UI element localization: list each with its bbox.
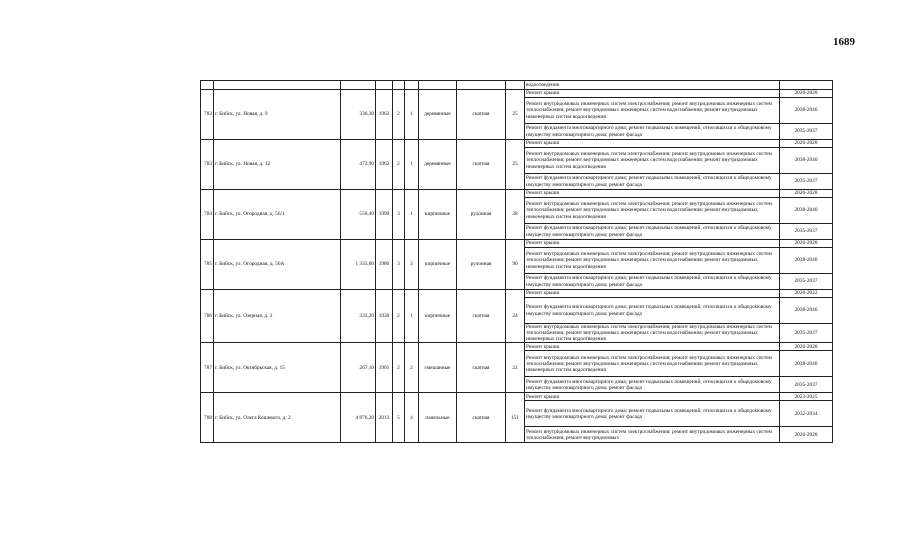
roof-type: скатная — [457, 393, 506, 443]
work-description: Ремонт крыши — [525, 190, 780, 198]
row-number: 782 — [201, 90, 214, 140]
work-term: 2026-2028 — [780, 427, 833, 443]
work-term: 2026-2028 — [780, 90, 833, 98]
work-description: Ремонт крыши — [525, 140, 780, 148]
row-number: 784 — [201, 190, 214, 240]
house-address: г. Бийск, ул. Озерная, д. 3 — [214, 290, 341, 343]
work-term: 2038-2040 — [780, 148, 833, 174]
entrance-count: 3 — [405, 240, 419, 290]
table-row — [201, 90, 833, 98]
roof-type: скатная — [457, 90, 506, 140]
resident-count: 28 — [506, 190, 525, 240]
build-year: 1990 — [376, 190, 393, 240]
house-area: 333,20 — [341, 290, 376, 343]
floor-count: 2 — [393, 90, 405, 140]
work-term — [780, 81, 833, 90]
entrance-count: 2 — [405, 343, 419, 393]
table-row — [201, 240, 833, 248]
work-term: 2035-2037 — [780, 174, 833, 190]
build-year: 1980 — [376, 240, 393, 290]
build-year: 1962 — [376, 140, 393, 190]
floor-count: 5 — [393, 393, 405, 443]
work-description: Ремонт внутридомовых инженерных систем электроснабжения; ремонт внутридомовых инженерных систем теплоснабжения; ремонт внутридомовых инженерных систем водоснабжения; ремонт внутридомовых инженерных систем водоотведения — [525, 248, 780, 274]
build-year: 1962 — [376, 90, 393, 140]
floor-count: 3 — [393, 190, 405, 240]
resident-count: 22 — [506, 343, 525, 393]
work-term: 2038-2040 — [780, 351, 833, 377]
entrance-count: 1 — [405, 90, 419, 140]
work-term: 2038-2040 — [780, 198, 833, 224]
work-term: 2032-2034 — [780, 401, 833, 427]
table-row — [201, 343, 833, 351]
row-number: 786 — [201, 290, 214, 343]
entrance-count: 1 — [405, 190, 419, 240]
resident-count: 90 — [506, 240, 525, 290]
work-term: 2038-2040 — [780, 248, 833, 274]
wall-material: кирпичные — [419, 190, 457, 240]
table-row — [201, 190, 833, 198]
work-description: Ремонт фундамента многоквартирного дома; ремонт подвальных помещений, относящихся к общедомовому имуществу многоквартирного дома; ремонт фасада — [525, 224, 780, 240]
roof-type: скатная — [457, 140, 506, 190]
row-number: 788 — [201, 393, 214, 443]
roof-type: рулонная — [457, 240, 506, 290]
work-description: Ремонт крыши — [525, 90, 780, 98]
house-address: г. Бийск, ул. Огородная, д. 56А — [214, 240, 341, 290]
wall-material: деревянные — [419, 90, 457, 140]
work-term: 2035-2037 — [780, 124, 833, 140]
build-year: 1930 — [376, 290, 393, 343]
work-description: Ремонт фундамента многоквартирного дома; ремонт подвальных помещений, относящихся к общедомовому имуществу многоквартирного дома; ремонт фасада — [525, 124, 780, 140]
table-row — [201, 140, 833, 148]
table-row — [201, 290, 833, 298]
work-description: Ремонт крыши — [525, 290, 780, 298]
resident-count: 25 — [506, 140, 525, 190]
row-number: 785 — [201, 240, 214, 290]
roof-type: рулонная — [457, 190, 506, 240]
wall-material: деревянные — [419, 140, 457, 190]
roof-type: скатная — [457, 290, 506, 343]
work-description: Ремонт фундамента многоквартирного дома; ремонт подвальных помещений, относящихся к общедомовому имуществу многоквартирного дома; ремонт фасада — [525, 274, 780, 290]
work-description: водоотведения — [525, 81, 780, 90]
house-area: 267,10 — [341, 343, 376, 393]
work-description: Ремонт фундамента многоквартирного дома; ремонт подвальных помещений, относящихся к общедомовому имуществу многоквартирного дома; ремонт фасада — [525, 298, 780, 324]
wall-material: панельные — [419, 393, 457, 443]
entrance-count: 1 — [405, 140, 419, 190]
wall-material: кирпичные — [419, 290, 457, 343]
table-body — [201, 81, 833, 443]
work-term: 2035-2037 — [780, 274, 833, 290]
house-area: 4 876,20 — [341, 393, 376, 443]
work-description: Ремонт внутридомовых инженерных систем электроснабжения; ремонт внутридомовых инженерных систем теплоснабжения; ремонт внутридомовых — [525, 427, 780, 443]
work-term: 2038-2040 — [780, 98, 833, 124]
work-term: 2026-2028 — [780, 343, 833, 351]
housing-repair-table — [200, 80, 833, 443]
work-term: 2038-2040 — [780, 298, 833, 324]
work-term: 2026-2028 — [780, 190, 833, 198]
work-description: Ремонт крыши — [525, 343, 780, 351]
work-description: Ремонт внутридомовых инженерных систем электроснабжения; ремонт внутридомовых инженерных систем теплоснабжения; ремонт внутридомовых инженерных систем водоснабжения; ремонт внутридомовых инженерных систем водоотведения — [525, 148, 780, 174]
house-area: 336,30 — [341, 90, 376, 140]
floor-count: 3 — [393, 240, 405, 290]
work-term: 2035-2037 — [780, 377, 833, 393]
work-description: Ремонт внутридомовых инженерных систем электроснабжения; ремонт внутридомовых инженерных систем теплоснабжения; ремонт внутридомовых инженерных систем водоснабжения; ремонт внутридомовых инженерных систем водоотведения — [525, 351, 780, 377]
work-term: 2023-2025 — [780, 393, 833, 401]
resident-count: 25 — [506, 90, 525, 140]
work-description: Ремонт фундамента многоквартирного дома; ремонт подвальных помещений, относящихся к общедомовому имуществу многоквартирного дома; ремонт фасада — [525, 377, 780, 393]
house-address: г. Бийск, ул. Октябрьская, д. 15 — [214, 343, 341, 393]
table-row — [201, 393, 833, 401]
house-area: 1 333,00 — [341, 240, 376, 290]
floor-count: 2 — [393, 343, 405, 393]
row-number: 783 — [201, 140, 214, 190]
house-address: г. Бийск, ул. Новая, д. 9 — [214, 90, 341, 140]
work-description: Ремонт фундамента многоквартирного дома; ремонт подвальных помещений, относящихся к общедомовому имуществу многоквартирного дома; ремонт фасада — [525, 174, 780, 190]
work-term: 2035-2037 — [780, 224, 833, 240]
work-term: 2026-2028 — [780, 140, 833, 148]
floor-count: 2 — [393, 140, 405, 190]
work-term: 2035-2037 — [780, 324, 833, 343]
work-description: Ремонт внутридомовых инженерных систем электроснабжения; ремонт внутридомовых инженерных систем теплоснабжения; ремонт внутридомовых инженерных систем водоснабжения; ремонт внутридомовых инженерных систем водоотведения — [525, 198, 780, 224]
work-description: Ремонт внутридомовых инженерных систем электроснабжения; ремонт внутридомовых инженерных систем теплоснабжения; ремонт внутридомовых инженерных систем водоснабжения; ремонт внутридомовых инженерных систем водоотведения — [525, 324, 780, 343]
resident-count: 24 — [506, 290, 525, 343]
resident-count: 151 — [506, 393, 525, 443]
table-row-continuation — [201, 81, 833, 90]
floor-count: 2 — [393, 290, 405, 343]
work-description: Ремонт фундамента многоквартирного дома; ремонт подвальных помещений, относящихся к общедомовому имуществу многоквартирного дома; ремонт фасада — [525, 401, 780, 427]
house-area: 556,40 — [341, 190, 376, 240]
house-area: 473,90 — [341, 140, 376, 190]
house-address: г. Бийск, ул. Новая, д. 12 — [214, 140, 341, 190]
work-term: 2026-2028 — [780, 240, 833, 248]
row-number: 787 — [201, 343, 214, 393]
work-description: Ремонт крыши — [525, 240, 780, 248]
house-address: г. Бийск, ул. Олега Кошевого, д. 2 — [214, 393, 341, 443]
work-term: 2020-2022 — [780, 290, 833, 298]
build-year: 1901 — [376, 343, 393, 393]
house-address: г. Бийск, ул. Огородная, д. 56/1 — [214, 190, 341, 240]
page-number: 1689 — [833, 36, 855, 48]
wall-material: кирпичные — [419, 240, 457, 290]
entrance-count: 4 — [405, 393, 419, 443]
entrance-count: 1 — [405, 290, 419, 343]
work-description: Ремонт внутридомовых инженерных систем электроснабжения; ремонт внутридомовых инженерных систем теплоснабжения; ремонт внутридомовых инженерных систем водоснабжения; ремонт внутридомовых инженерных систем водоотведения — [525, 98, 780, 124]
work-description: Ремонт крыши — [525, 393, 780, 401]
wall-material: смешанные — [419, 343, 457, 393]
roof-type: скатная — [457, 343, 506, 393]
build-year: 2013 — [376, 393, 393, 443]
